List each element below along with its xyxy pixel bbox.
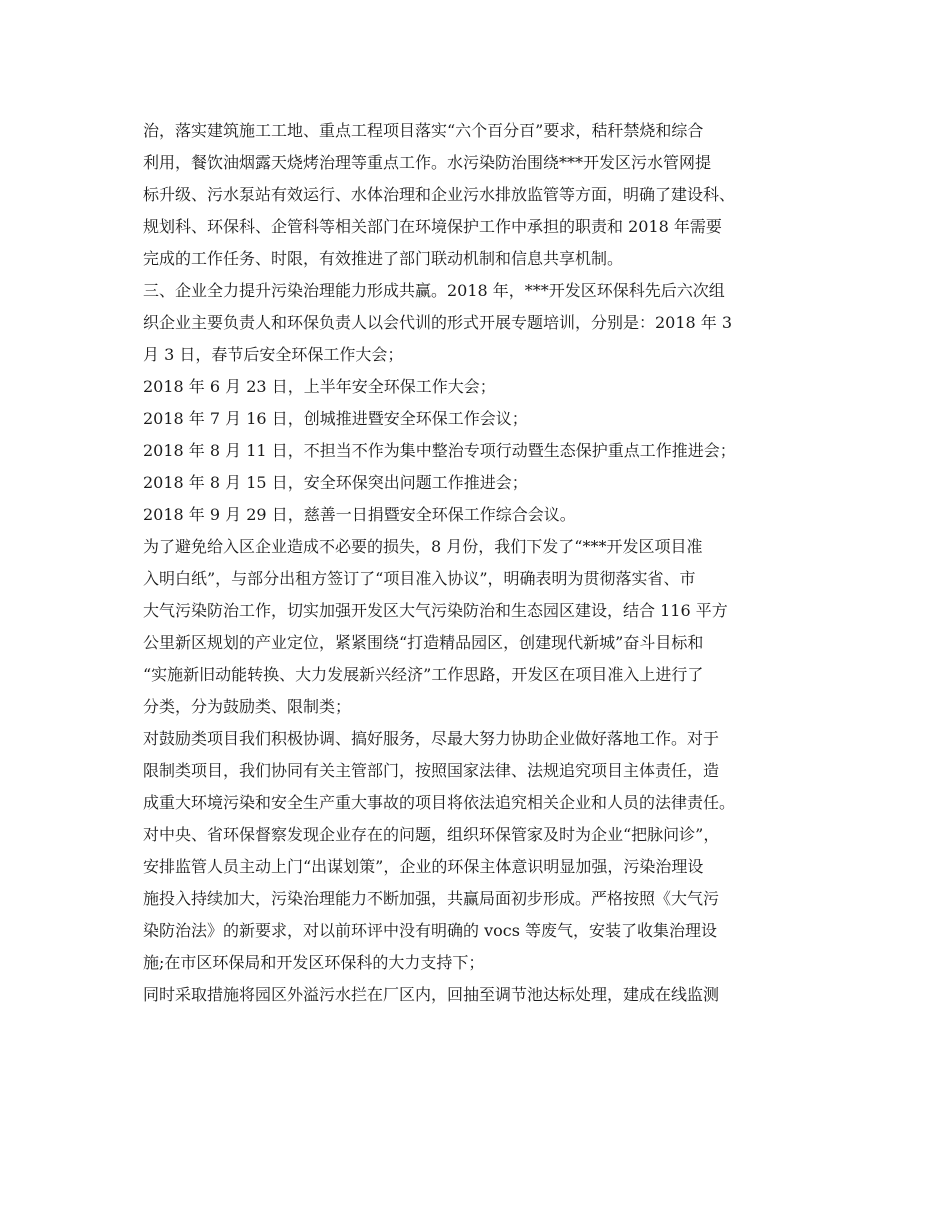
text-line-26: 染防治法》的新要求，对以前环评中没有明确的 vocs 等废气，安装了收集治理设 <box>143 921 718 940</box>
text-line-3: 标升级、污水泵站有效运行、水体治理和企业污水排放监管等方面，明确了建设科、 <box>143 185 736 204</box>
meeting-line-5: 2018 年 9 月 29 日，慈善一日捐暨安全环保工作综合会议。 <box>143 505 576 524</box>
text-line-8: 月 3 日，春节后安全环保工作大会； <box>143 345 404 364</box>
document-body <box>143 115 823 1011</box>
meeting-line-4: 2018 年 8 月 15 日，安全环保突出问题工作推进会； <box>143 473 528 492</box>
text-line-14: 为了避免给入区企业造成不必要的损失，8 月份，我们下发了“***开发区项目准 <box>143 537 703 556</box>
meeting-line-3: 2018 年 8 月 11 日，不担当不作为集中整治专项行动暨生态保护重点工作推进会； <box>143 441 736 460</box>
section-heading-line: 三、企业全力提升污染治理能力形成共赢。2018 年，***开发区环保科先后六次组 <box>143 281 725 300</box>
text-line-27: 施;在市区环保局和开发区环保科的大力支持下； <box>143 953 485 972</box>
text-line-18: “实施新旧动能转换、大力发展新兴经济”工作思路，开发区在项目准入上进行了 <box>143 665 704 684</box>
text-line-16: 大气污染防治工作，切实加强开发区大气污染防治和生态园区建设，结合 116 平方 <box>143 601 728 620</box>
text-line-25: 施投入持续加大，污染治理能力不断加强，共赢局面初步形成。严格按照《大气污 <box>143 889 720 908</box>
text-line-24: 安排监管人员主动上门“出谋划策”，企业的环保主体意识明显加强，污染治理设 <box>143 857 704 876</box>
text-line-19: 分类，分为鼓励类、限制类； <box>143 697 352 716</box>
text-line-5: 完成的工作任务、时限，有效推进了部门联动机制和信息共享机制。 <box>143 249 624 268</box>
text-line-20: 对鼓励类项目我们积极协调、搞好服务，尽最大努力协助企业做好落地工作。对于 <box>143 729 720 748</box>
text-line-22: 成重大环境污染和安全生产重大事故的项目将依法追究相关企业和人员的法律责任。 <box>143 793 736 812</box>
text-line-1: 治，落实建筑施工工地、重点工程项目落实“六个百分百”要求，秸秆禁烧和综合 <box>143 121 704 140</box>
text-line-28: 同时采取措施将园区外溢污水拦在厂区内，回抽至调节池达标处理，建成在线监测 <box>143 985 720 1004</box>
text-line-2: 利用，餐饮油烟露天烧烤治理等重点工作。水污染防治围绕***开发区污水管网提 <box>143 153 712 172</box>
text-line-4: 规划科、环保科、企管科等相关部门在环境保护工作中承担的职责和 2018 年需要 <box>143 217 722 236</box>
text-line-17: 公里新区规划的产业定位，紧紧围绕“打造精品园区，创建现代新城”奋斗目标和 <box>143 633 704 652</box>
meeting-line-1: 2018 年 6 月 23 日，上半年安全环保工作大会； <box>143 377 496 396</box>
text-line-15: 入明白纸”，与部分出租方签订了“项目准入协议”，明确表明为贯彻落实省、市 <box>143 569 696 588</box>
meeting-line-2: 2018 年 7 月 16 日，创城推进暨安全环保工作会议； <box>143 409 528 428</box>
text-line-7: 织企业主要负责人和环保负责人以会代训的形式开展专题培训，分别是：2018 年 3 <box>143 313 733 332</box>
text-line-23: 对中央、省环保督察发现企业存在的问题，组织环保管家及时为企业“把脉问诊”， <box>143 825 720 844</box>
text-line-21: 限制类项目，我们协同有关主管部门，按照国家法律、法规追究项目主体责任，造 <box>143 761 720 780</box>
